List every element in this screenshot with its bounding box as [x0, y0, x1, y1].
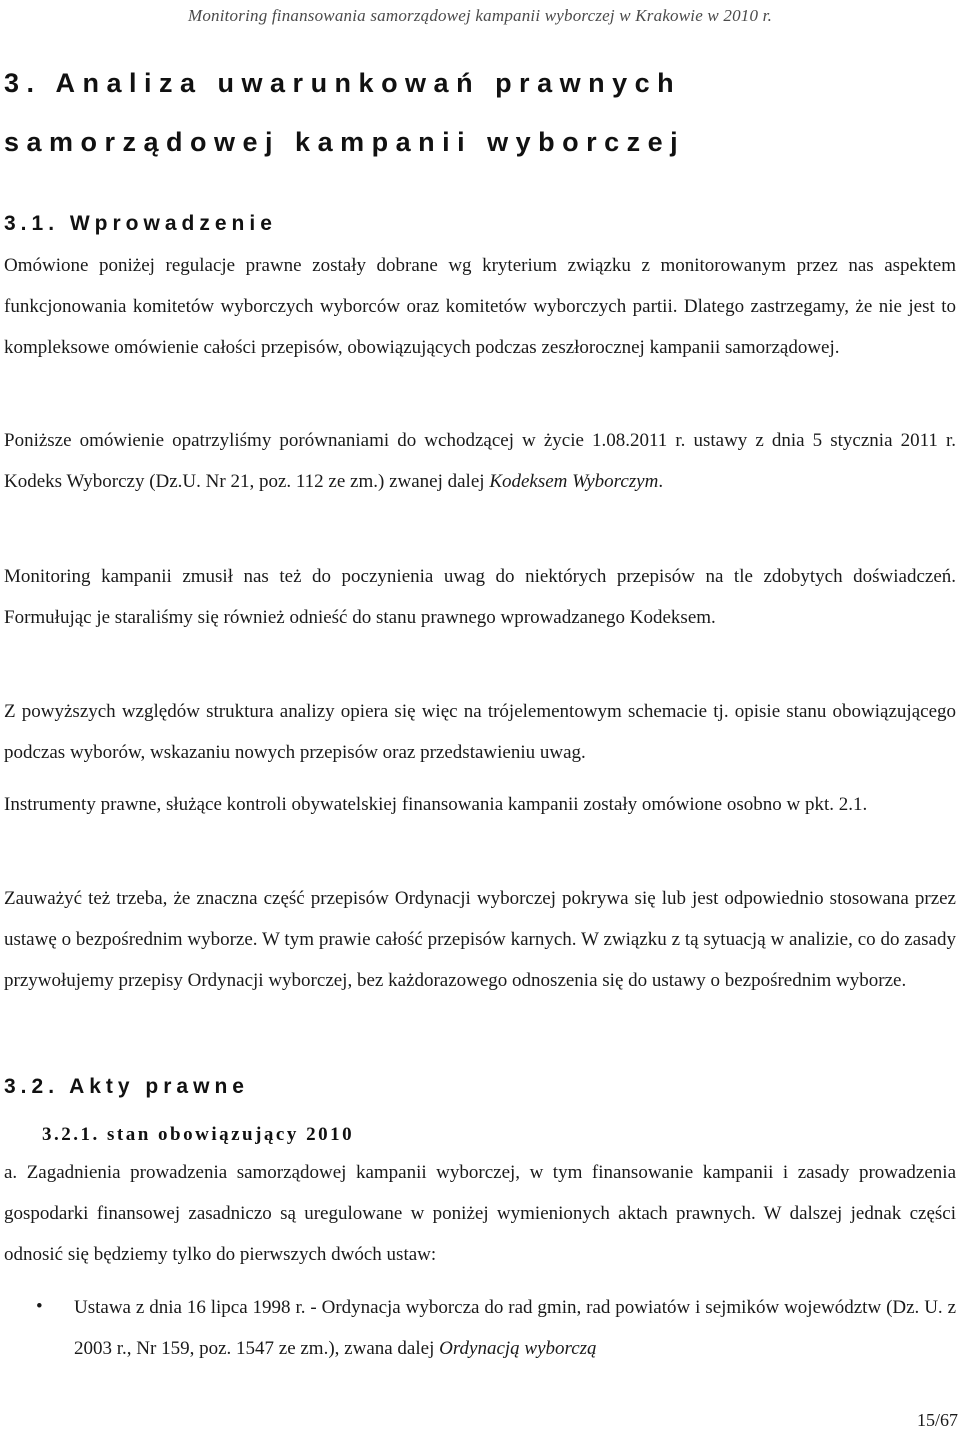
list-bullet: •	[36, 1296, 43, 1317]
section-3-title-line1: 3. Analiza uwarunkowań prawnych	[4, 68, 682, 98]
acts-paragraph: a. Zagadnienia prowadzenia samorządowej kampanii wyborczej, w tym finansowanie kampanii i zasady prowadzenia gospodarki finansowej zasadniczo są uregulowane w poniżej wymienionych aktach prawnych. W dalszej jednak części odnosić się będziemy tylko do pierwszych dwóch ustaw:	[4, 1162, 956, 1265]
list-item-text: Ustawa z dnia 16 lipca 1998 r. - Ordynacja wyborcza do rad gmin, rad powiatów i sejmików województw (Dz. U. z 2003 r., Nr 159, poz. 1547 ze zm.), zwana dalej	[74, 1297, 956, 1359]
page-number: 15/67	[916, 1410, 958, 1430]
intro-paragraph-3: Monitoring kampanii zmusił nas też do poczynienia uwag do niektórych przepisów na tle zdobytych doświadczeń. Formułując je staraliśmy się również odnieść do stanu prawnego wprowadzanego Kodeksem.	[4, 566, 956, 628]
intro-paragraph-2	[4, 420, 956, 502]
intro-paragraph-6: Zauważyć też trzeba, że znaczna część przepisów Ordynacji wyborczej pokrywa się lub jest odpowiednio stosowana przez ustawę o bezpośrednim wyborze. W tym prawie całość przepisów karnych. W związku z tą sytuacją w analizie, co do zasady przywołujemy przepisy Ordynacji wyborczej, bez każdorazowego odnoszenia się do ustawy o bezpośrednim wyborze.	[4, 888, 956, 991]
section-3-2-1-title: 3.2.1. stan obowiązujący 2010	[42, 1124, 355, 1145]
section-3-1-title: 3.1. Wprowadzenie	[4, 212, 277, 235]
section-3-title-line2: samorządowej kampanii wyborczej	[4, 127, 686, 157]
paragraph-2-emphasis: Kodeksem Wyborczym	[489, 471, 659, 492]
intro-paragraph-1: Omówione poniżej regulacje prawne zostały dobrane wg kryterium związku z monitorowanym przez nas aspektem funkcjonowania komitetów wyborczych wyborców oraz komitetów wyborczych partii. Dlatego zastrzegamy, że nie jest to kompleksowe omówienie całości przepisów, obowiązujących podczas zeszłorocznej kampanii samorządowej.	[4, 255, 956, 358]
list-item	[74, 1287, 956, 1369]
running-header: Monitoring finansowania samorządowej kampanii wyborczej w Krakowie w 2010 r.	[187, 6, 773, 25]
section-3-2-title: 3.2. Akty prawne	[4, 1075, 249, 1098]
intro-paragraph-4: Z powyższych względów struktura analizy opiera się więc na trójelementowym schemacie tj. opisie stanu obowiązującego podczas wyborów, wskazaniu nowych przepisów oraz przedstawieniu uwag.	[4, 701, 956, 763]
list-item-emphasis: Ordynacją wyborczą	[439, 1338, 597, 1359]
paragraph-2-text: Poniższe omówienie opatrzyliśmy porównaniami do wchodzącej w życie 1.08.2011 r. ustawy z dnia 5 stycznia 2011 r. Kodeks Wyborczy (Dz.U. Nr 21, poz. 112 ze zm.) zwanej dalej	[4, 430, 956, 492]
paragraph-2-end: .	[658, 471, 664, 492]
intro-paragraph-5: Instrumenty prawne, służące kontroli obywatelskiej finansowania kampanii zostały omówione osobno w pkt. 2.1.	[4, 794, 868, 815]
